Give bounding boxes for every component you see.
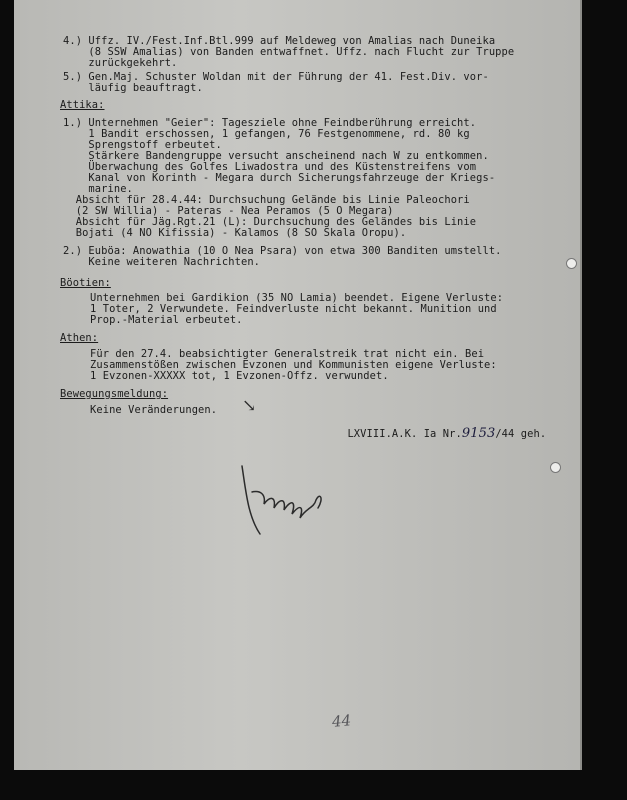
boeotien-line-2: 1 Toter, 2 Verwundete. Feindverluste nicht bekannt. Munition und bbox=[90, 303, 497, 315]
attika-1-line-5: Überwachung des Golfes Liwadostra und des Küstenstreifens vom bbox=[63, 161, 477, 173]
section-heading-attika: Attika: bbox=[60, 99, 105, 111]
attika-absicht-line-4: Bojati (4 NO Kifissia) - Kalamos (8 SO Skala Oropu). bbox=[63, 227, 407, 239]
item-4-line-3: zurückgekehrt. bbox=[63, 57, 178, 69]
item-4-line-2: (8 SSW Amalias) von Banden entwaffnet. Uffz. nach Flucht zur Truppe bbox=[63, 46, 515, 58]
athen-line-2: Zusammenstößen zwischen Evzonen und Kommunisten eigene Verluste: bbox=[90, 359, 497, 371]
athen-line-3: 1 Evzonen-XXXXX tot, 1 Evzonen-Offz. verwundet. bbox=[90, 370, 389, 382]
attika-absicht-line-2: (2 SW Willia) - Pateras - Nea Peramos (5 O Megara) bbox=[63, 205, 394, 217]
document-page bbox=[14, 0, 582, 770]
item-4-line-1: 4.) Uffz. IV./Fest.Inf.Btl.999 auf Meldeweg von Amalias nach Duneika bbox=[63, 35, 496, 47]
reference-suffix: /44 geh. bbox=[495, 428, 547, 440]
attika-1-line-4: Stärkere Bandengruppe versucht anscheinend nach W zu entkommen. bbox=[63, 150, 489, 162]
attika-absicht-line-1: Absicht für 28.4.44: Durchsuchung Gelände bis Linie Paleochori bbox=[63, 194, 470, 206]
section-heading-boeotien: Böotien: bbox=[60, 277, 111, 289]
page-number: 44 bbox=[331, 711, 352, 731]
scan-frame-bottom bbox=[0, 770, 627, 800]
attika-2-line-2: Keine weiteren Nachrichten. bbox=[63, 256, 261, 268]
attika-absicht-line-3: Absicht für Jäg.Rgt.21 (L): Durchsuchung des Geländes bis Linie bbox=[63, 216, 477, 228]
reference-number: 9153 bbox=[461, 426, 496, 441]
section-heading-bewegung: Bewegungsmeldung: bbox=[60, 388, 169, 400]
attika-1-line-6: Kanal von Korinth - Megara durch Sicherungsfahrzeuge der Kriegs- bbox=[63, 172, 496, 184]
binder-hole-top bbox=[566, 258, 577, 269]
item-5-line-1: 5.) Gen.Maj. Schuster Woldan mit der Führung der 41. Fest.Div. vor- bbox=[63, 71, 489, 83]
binder-hole-bottom bbox=[550, 462, 561, 473]
bewegung-line-1: Keine Veränderungen. bbox=[90, 404, 218, 416]
handwritten-signature bbox=[236, 452, 336, 542]
attika-1-line-2: 1 Bandit erschossen, 1 gefangen, 76 Festgenommene, rd. 80 kg bbox=[63, 128, 470, 140]
attika-1-line-7: marine. bbox=[63, 183, 133, 195]
item-5-line-2: läufig beauftragt. bbox=[63, 82, 203, 94]
athen-line-1: Für den 27.4. beabsichtigter Generalstreik trat nicht ein. Bei bbox=[90, 348, 485, 360]
attika-1-line-3: Sprengstoff erbeutet. bbox=[63, 139, 222, 151]
handwritten-tick-mark: ↘ bbox=[242, 396, 257, 416]
boeotien-line-3: Prop.-Material erbeutet. bbox=[90, 314, 243, 326]
reference-prefix: LXVIII.A.K. Ia Nr. bbox=[347, 428, 462, 440]
boeotien-line-1: Unternehmen bei Gardikion (35 NO Lamia) beendet. Eigene Verluste: bbox=[90, 292, 504, 304]
attika-1-line-1: 1.) Unternehmen "Geier": Tagesziele ohne Feindberührung erreicht. bbox=[63, 117, 477, 129]
attika-2-line-1: 2.) Euböa: Anowathia (10 O Nea Psara) von etwa 300 Banditen umstellt. bbox=[63, 245, 502, 257]
reference-line bbox=[322, 417, 546, 451]
section-heading-athen: Athen: bbox=[60, 332, 99, 344]
